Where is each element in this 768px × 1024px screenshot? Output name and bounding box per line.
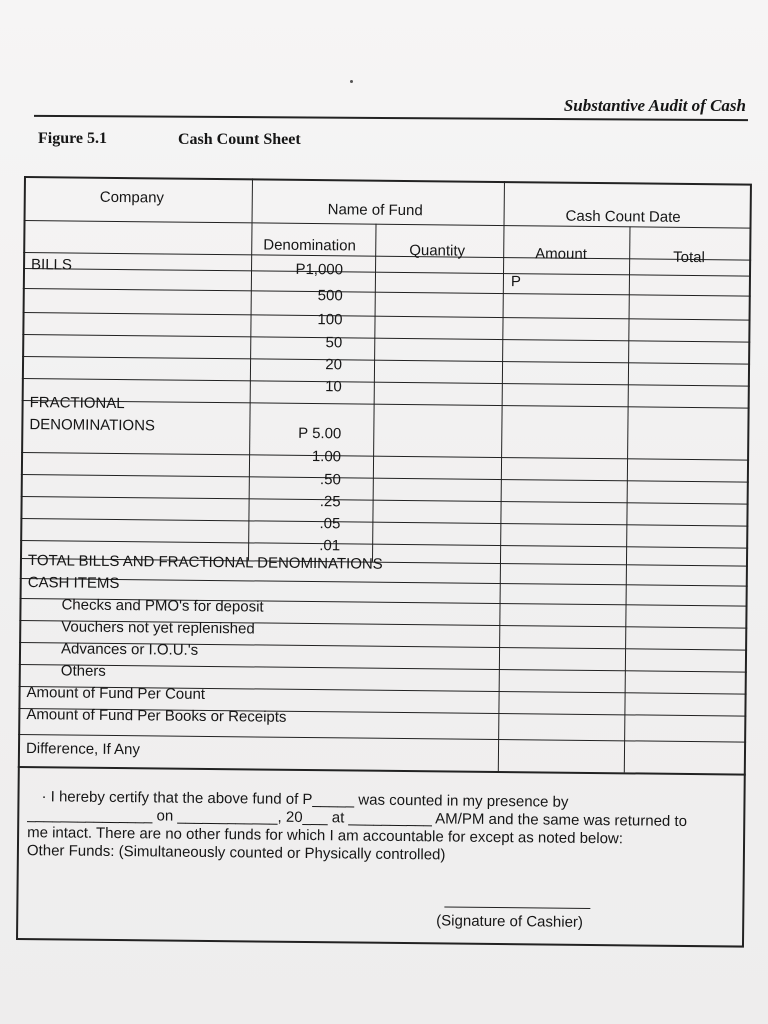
date-label: Cash Count Date (565, 207, 681, 226)
fractional-denomination: .25 (319, 493, 341, 511)
per-books-label: Amount of Fund Per Books or Receipts (26, 706, 287, 726)
fractional-label-2: DENOMINATIONS (29, 416, 156, 435)
bill-denomination: 20 (325, 356, 343, 374)
per-count-label: Amount of Fund Per Count (26, 684, 206, 703)
fund-label: Name of Fund (327, 201, 423, 220)
amount-prefix: P (510, 273, 522, 291)
certification-line: me intact. There are no other funds for which I am accountable for except as noted below: (27, 824, 624, 848)
difference-label: Difference, If Any (25, 740, 141, 759)
figure-label: Figure 5.1 (38, 130, 108, 147)
certification-block (27, 788, 734, 867)
cash-item: Checks and PMO's for deposit (61, 596, 264, 616)
cash-item: Others (60, 662, 106, 680)
certification-line: _______________ on ____________, 20___ at __________ AM/PM and the same was returned to (27, 806, 688, 830)
running-head: Substantive Audit of Cash (563, 96, 746, 115)
fractional-label-1: FRACTIONAL (29, 394, 125, 413)
col-amount-header: Amount (535, 245, 588, 263)
bills-label: BILLS (30, 256, 73, 274)
bill-denomination: 10 (325, 378, 342, 396)
col-quantity-header: Quantity (409, 242, 466, 260)
bill-denomination: 50 (325, 334, 343, 352)
bill-denomination: 500 (317, 287, 343, 305)
cash-count-sheet (16, 176, 752, 944)
fractional-denomination: .01 (319, 537, 341, 555)
certification-line: Other Funds: (Simultaneously counted or Physically controlled) (26, 842, 446, 864)
figure-title: Cash Count Sheet (178, 131, 301, 148)
total-bills-label: TOTAL BILLS AND FRACTIONAL DENOMINATIONS (27, 552, 383, 573)
fractional-denomination: 1.00 (311, 448, 342, 466)
scan-speck (350, 80, 353, 83)
fractional-denomination: .50 (319, 471, 341, 489)
cash-item: Vouchers not yet replenished (61, 618, 255, 638)
bill-denomination: 100 (317, 311, 343, 329)
signature-label: (Signature of Cashier) (436, 912, 584, 931)
cash-item: Advances or I.O.U.'s (60, 640, 199, 659)
fractional-denomination: .05 (319, 515, 341, 533)
col-denomination-header: Denomination (263, 236, 356, 255)
cash-items-label: CASH ITEMS (27, 574, 120, 593)
company-label: Company (99, 188, 165, 207)
certification-line: · I hereby certify that the above fund of P_____ was counted in my presence by (41, 788, 569, 811)
col-total-header: Total (673, 248, 705, 267)
bill-denomination: P1,000 (295, 260, 344, 279)
fractional-denomination: P 5.00 (298, 424, 342, 443)
